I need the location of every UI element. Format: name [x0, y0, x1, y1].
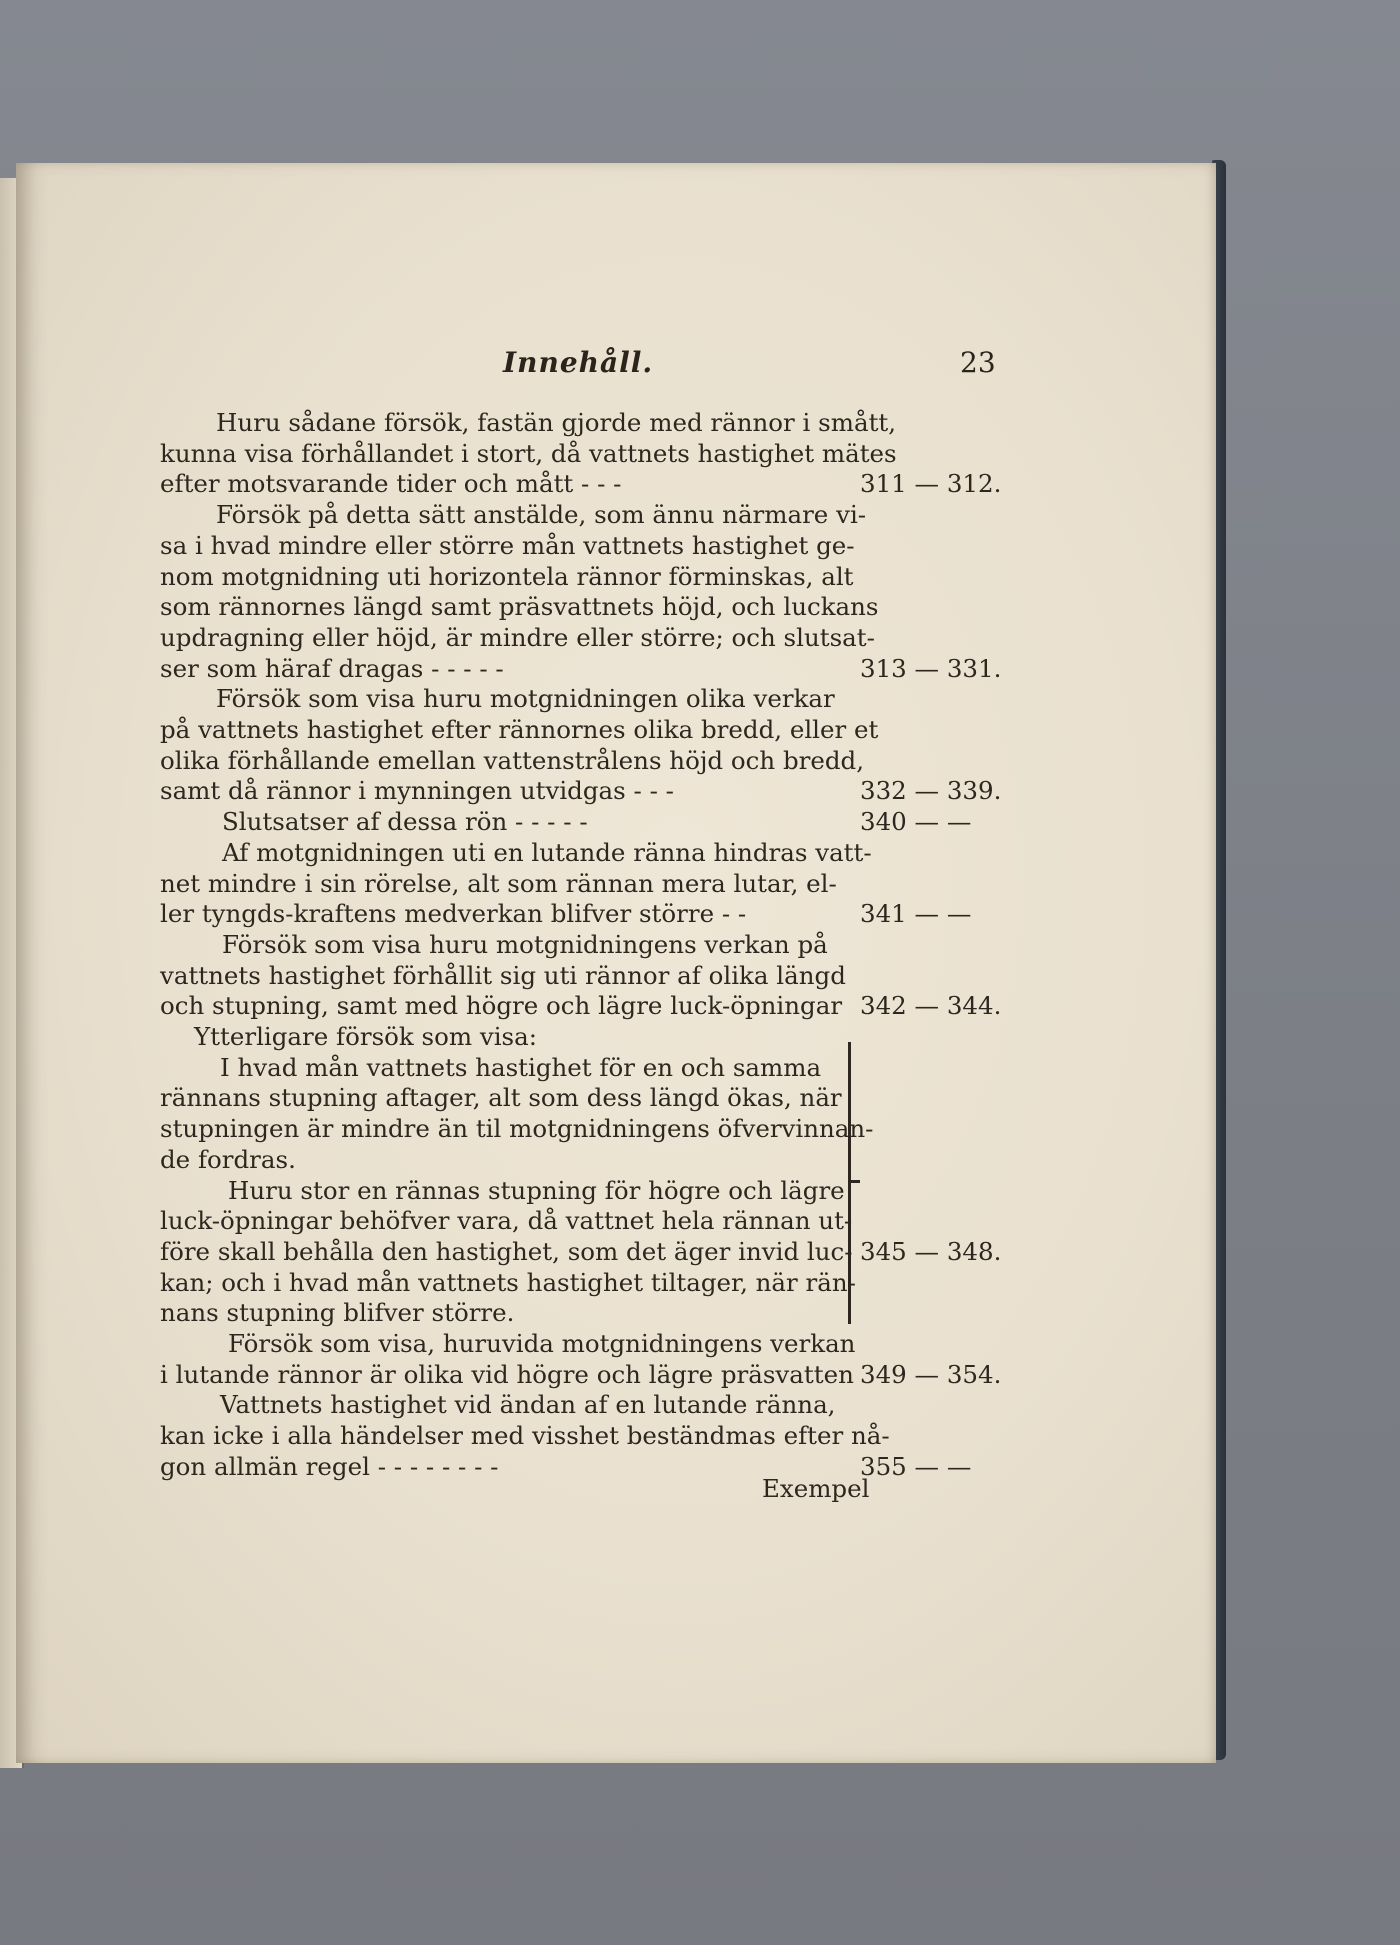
section-reference: 341 — —	[860, 899, 972, 929]
toc-line: I hvad mån vattnets hastighet för en och samma	[220, 1052, 822, 1082]
toc-line: Försök som visa huru motgnidningen olika verkar	[216, 684, 835, 714]
toc-line: stupningen är mindre än til motgnidningens öfvervinnan-	[160, 1114, 874, 1144]
toc-line: kan; och i hvad mån vattnets hastighet tiltager, när rän-	[160, 1267, 856, 1297]
toc-line: de fordras.	[160, 1144, 296, 1174]
toc-line: ser som häraf dragas - - - - -	[160, 653, 504, 683]
toc-line: updragning eller höjd, är mindre eller större; och slutsat-	[160, 622, 875, 652]
toc-line: gon allmän regel - - - - - - - -	[160, 1451, 499, 1481]
bracket-point	[848, 1180, 860, 1183]
section-reference: 332 — 339.	[860, 776, 1002, 806]
toc-line: som rännornes längd samt präsvattnets höjd, och luckans	[160, 592, 879, 622]
toc-line: kunna visa förhållandet i stort, då vattnets hastighet mätes	[160, 438, 897, 468]
toc-line: på vattnets hastighet efter rännornes olika bredd, eller et	[160, 715, 879, 744]
section-reference: 311 — 312.	[860, 469, 1002, 499]
toc-line: olika förhållande emellan vattenstrålens höjd och bredd,	[160, 745, 864, 775]
toc-line: Försök på detta sätt anstälde, som ännu närmare vi-	[216, 500, 867, 530]
toc-line: vattnets hastighet förhållit sig uti rännor af olika längd	[160, 960, 846, 990]
running-title: Innehåll.	[503, 346, 654, 379]
section-reference: 342 — 344.	[860, 991, 1002, 1021]
toc-line: sa i hvad mindre eller större mån vattnets hastighet ge-	[160, 530, 855, 560]
toc-line: Vattnets hastighet vid ändan af en lutande ränna,	[220, 1390, 836, 1420]
toc-line: Af motgnidningen uti en lutande ränna hindras vatt-	[222, 837, 872, 867]
section-reference: 340 — —	[860, 807, 972, 837]
toc-line: Försök som visa, huruvida motgnidningens verkan	[228, 1329, 856, 1358]
toc-line: samt då rännor i mynningen utvidgas - - -	[160, 776, 674, 806]
section-reference: 349 — 354.	[860, 1359, 1002, 1389]
toc-line: luck-öpningar behöfver vara, då vattnet hela rännan ut-	[160, 1206, 853, 1236]
toc-line: före skall behålla den hastighet, som det äger invid luc-	[160, 1236, 853, 1266]
toc-line: ler tyngds-kraftens medverkan blifver större - -	[160, 899, 747, 929]
toc-line: Ytterligare försök som visa:	[194, 1022, 537, 1051]
toc-line: net mindre i sin rörelse, alt som rännan mera lutar, el-	[160, 868, 837, 898]
toc-line: Huru stor en rännas stupning för högre och lägre	[228, 1175, 845, 1205]
section-reference: 345 — 348.	[860, 1236, 1002, 1266]
page-number: 23	[960, 346, 996, 379]
toc-line: och stupning, samt med högre och lägre luck-öpningar	[160, 991, 843, 1021]
toc-line: i lutande rännor är olika vid högre och lägre präsvatten	[160, 1359, 854, 1389]
toc-line: Slutsatser af dessa rön - - - - -	[222, 807, 588, 837]
catchword: Exempel	[762, 1474, 870, 1503]
toc-line: kan icke i alla händelser med visshet beständmas efter nå-	[160, 1421, 890, 1451]
toc-line: Försök som visa huru motgnidningens verkan på	[222, 929, 828, 959]
toc-line: Huru sådane försök, fastän gjorde med rännor i smått,	[216, 408, 897, 437]
page-header	[0, 346, 1400, 386]
toc-line: nans stupning blifver större.	[160, 1298, 515, 1328]
toc-line: nom motgnidning uti horizontela rännor förminskas, alt	[160, 561, 854, 591]
section-reference: 355 — —	[860, 1451, 972, 1481]
section-reference: 313 — 331.	[860, 653, 1002, 683]
toc-line: efter motsvarande tider och mått - - -	[160, 469, 622, 499]
toc-line: rännans stupning aftager, alt som dess längd ökas, när	[160, 1083, 842, 1113]
